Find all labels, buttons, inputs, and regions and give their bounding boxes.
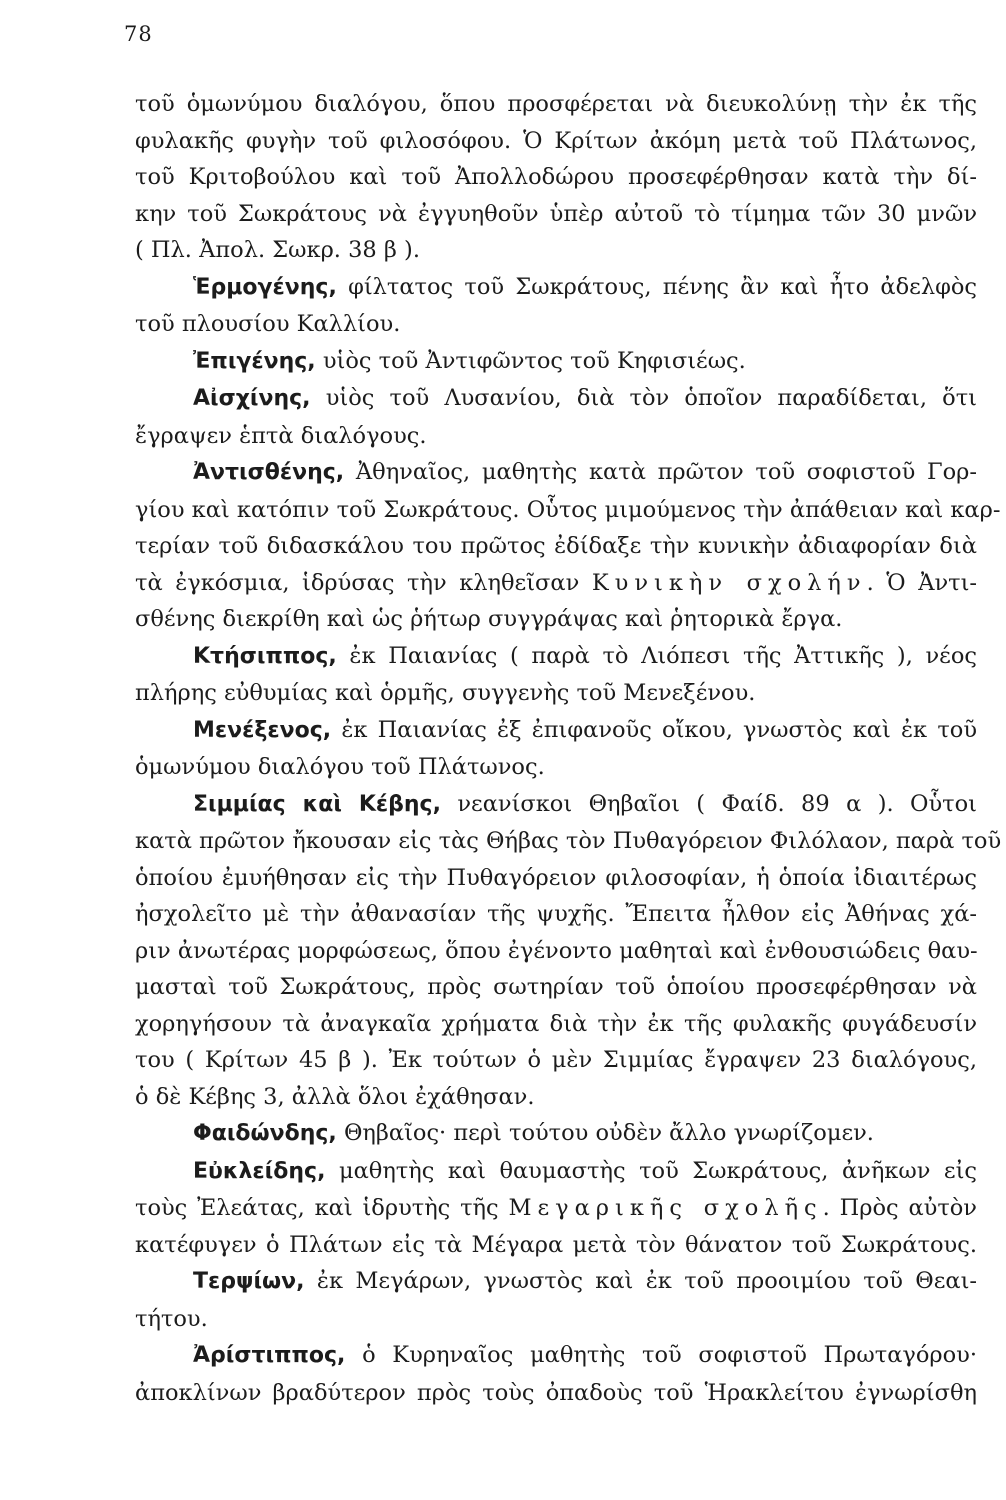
text-segment: φυλακῆς φυγὴν τοῦ φιλοσόφου. Ὁ Κρίτων ἀκόμη μετὰ τοῦ Πλάτωνος, [135, 127, 977, 154]
text-line [135, 896, 977, 933]
text-line [135, 601, 977, 638]
text-segment: τοῦ πλουσίου Καλλίου. [135, 311, 401, 337]
text-segment: μασταὶ τοῦ Σωκράτους, πρὸς σωτηρίαν τοῦ ὁποίου προσεφέρθησαν νὰ [135, 974, 977, 1000]
entry-name: Τερψίων, [193, 1269, 305, 1294]
text-line [135, 232, 977, 269]
text-line [135, 123, 977, 160]
text-line [135, 712, 977, 750]
text-segment: τὰ ἐγκόσμια, ἱδρύσας τὴν κληθεῖσαν [135, 569, 592, 596]
text-line [135, 786, 977, 824]
text-segment: τοὺς Ἐλεάτας, καὶ ἱδρυτὴς τῆς [135, 1195, 509, 1221]
text-segment: ὁ δὲ Κέβης 3, ἀλλὰ ὅλοι ἐχάθησαν. [135, 1083, 535, 1110]
text-line [135, 418, 977, 455]
text-line [135, 1079, 977, 1116]
text-segment: τερίαν τοῦ διδασκάλου του πρῶτος ἐδίδαξε τὴν κυνικὴν ἀδιαφορίαν διὰ [135, 533, 977, 559]
text-segment: ἀποκλίνων βραδύτερον πρὸς τοὺς ὀπαδοὺς τοῦ Ἡρακλείτου ἐγνωρίσθη [135, 1379, 977, 1406]
text-segment: κατὰ πρῶτον ἤκουσαν εἰς τὰς Θήβας τὸν Πυθαγόρειον Φιλόλαον, παρὰ τοῦ [135, 828, 1002, 854]
text-line [135, 380, 977, 418]
text-segment: υἱὸς τοῦ Λυσανίου, διὰ τὸν ὁποῖον παραδίδεται, ὅτι [310, 385, 977, 411]
text-line [135, 528, 977, 565]
text-line [135, 823, 1002, 860]
text-line [135, 1301, 977, 1338]
text-line [135, 1375, 977, 1412]
entry-name: Μενέξενος, [193, 717, 332, 743]
text-segment: τοῦ Κριτοβούλου καὶ τοῦ Ἀπολλοδώρου προσεφέρθησαν κατὰ τὴν δί- [135, 164, 977, 190]
text-line [135, 1227, 977, 1264]
text-segment: ἐκ Παιανίας ἐξ ἐπιφανοῦς οἴκου, γνωστὸς καὶ ἐκ τοῦ [331, 716, 977, 743]
text-segment: σθένης διεκρίθη καὶ ὡς ῥήτωρ συγγράψας καὶ ῥητορικὰ ἔργα. [135, 606, 843, 632]
text-line [135, 159, 977, 196]
text-segment: κην τοῦ Σωκράτους νὰ ἐγγυηθοῦν ὑπὲρ αὐτοῦ τὸ τίμημα τῶν 30 μνῶν [135, 200, 977, 227]
text-line [135, 454, 977, 492]
text-segment: ἐκ Μεγάρων, γνωστὸς καὶ ἐκ τοῦ προοιμίου τοῦ Θεαι- [304, 1268, 977, 1294]
text-segment: τήτου. [135, 1305, 208, 1332]
entry-name: Φαιδώνδης, [193, 1121, 337, 1146]
text-line [135, 86, 977, 123]
text-line [135, 1263, 977, 1301]
text-segment: ὁμωνύμου διαλόγου τοῦ Πλάτωνος. [135, 754, 545, 780]
entry-name: Σιμμίας καὶ Κέβης, [193, 791, 441, 817]
text-segment: ἐκ Παιανίας ( παρὰ τὸ Λιόπεσι τῆς Ἀττικῆς ), νέος [336, 642, 977, 669]
text-line [135, 269, 977, 307]
text-line [135, 860, 977, 897]
text-segment: ριν ἀνωτέρας μορφώσεως, ὅπου ἐγένοντο μαθηταὶ καὶ ἐνθουσιώδεις θαυ- [135, 937, 978, 964]
page-number: 78 [124, 22, 153, 46]
text-line [135, 675, 977, 712]
text-segment: . Ὁ Ἀντι- [866, 569, 977, 596]
text-line [135, 1006, 977, 1043]
text-line [135, 1190, 977, 1227]
text-line [135, 933, 977, 970]
text-line [135, 306, 977, 343]
spaced-emphasis: Κυνικὴν σχολήν [591, 569, 867, 596]
text-segment: γίου καὶ κατόπιν τοῦ Σωκράτους. Οὗτος μιμούμενος τὴν ἀπάθειαν καὶ καρ- [135, 496, 1001, 523]
text-segment: ( Πλ. Ἀπολ. Σωκρ. 38 β ). [135, 237, 420, 263]
entry-name: Κτήσιππος, [193, 643, 337, 669]
entry-name: Ἐπιγένης, [193, 348, 316, 374]
text-line [135, 969, 977, 1006]
entry-name: Εὐκλείδης, [193, 1158, 326, 1184]
text-segment: κατέφυγεν ὁ Πλάτων εἰς τὰ Μέγαρα μετὰ τὸν θάνατον τοῦ Σωκράτους. [135, 1231, 977, 1258]
entry-name: Αἰσχίνης, [193, 386, 311, 411]
text-segment: του ( Κρίτων 45 β ). Ἐκ τούτων ὁ μὲν Σιμμίας ἔγραψεν 23 διαλόγους, [135, 1047, 977, 1073]
text-segment: ὁ Κυρηναῖος μαθητὴς τοῦ σοφιστοῦ Πρωταγόρου· [345, 1342, 977, 1368]
text-line [135, 1153, 977, 1191]
text-segment: . Πρὸς αὐτὸν [822, 1195, 977, 1221]
text-segment: ὁποίου ἐμυήθησαν εἰς τὴν Πυθαγόρειον φιλοσοφίαν, ἡ ὁποία ἰδιαιτέρως [135, 864, 977, 891]
entry-name: Ἀρίστιππος, [193, 1343, 346, 1368]
text-segment: υἱὸς τοῦ Ἀντιφῶντος τοῦ Κηφισιέως. [315, 347, 746, 374]
text-line [135, 343, 977, 381]
text-segment: ἔγραψεν ἑπτὰ διαλόγους. [135, 422, 427, 449]
text-line [135, 565, 977, 602]
text-line [135, 1042, 977, 1079]
text-body [135, 86, 1002, 1411]
text-line [135, 196, 977, 233]
text-line [135, 749, 977, 786]
entry-name: Ἀντισθένης, [193, 460, 345, 485]
text-line [135, 1337, 977, 1375]
text-segment: τοῦ ὁμωνύμου διαλόγου, ὅπου προσφέρεται νὰ διευκολύνῃ τὴν ἐκ τῆς [135, 91, 977, 117]
text-segment: ἠσχολεῖτο μὲ τὴν ἀθανασίαν τῆς ψυχῆς. Ἔπειτα ἦλθον εἰς Ἀθήνας χά- [135, 901, 977, 927]
entry-name: Ἑρμογένης, [193, 274, 337, 300]
text-segment: Θηβαῖος· περὶ τούτου οὐδὲν ἄλλο γνωρίζομεν. [336, 1120, 874, 1146]
text-line [135, 1115, 977, 1153]
text-line [135, 638, 977, 676]
text-segment: Ἀθηναῖος, μαθητὴς κατὰ πρῶτον τοῦ σοφιστοῦ Γορ- [344, 459, 977, 485]
text-segment: φίλτατος τοῦ Σωκράτους, πένης ἂν καὶ ἦτο ἀδελφὸς [336, 273, 977, 300]
text-segment: πλήρης εὐθυμίας καὶ ὁρμῆς, συγγενὴς τοῦ Μενεξένου. [135, 680, 756, 706]
text-line [135, 492, 1001, 529]
text-segment: νεανίσκοι Θηβαῖοι ( Φαίδ. 89 α ). Οὗτοι [440, 790, 977, 817]
text-segment: χορηγήσουν τὰ ἀναγκαῖα χρήματα διὰ τὴν ἐκ τῆς φυλακῆς φυγάδευσίν [135, 1010, 977, 1037]
text-segment: μαθητὴς καὶ θαυμαστὴς τοῦ Σωκράτους, ἀνῆκων εἰς [325, 1157, 977, 1184]
spaced-emphasis: Μεγαρικῆς σχολῆς [508, 1195, 823, 1221]
